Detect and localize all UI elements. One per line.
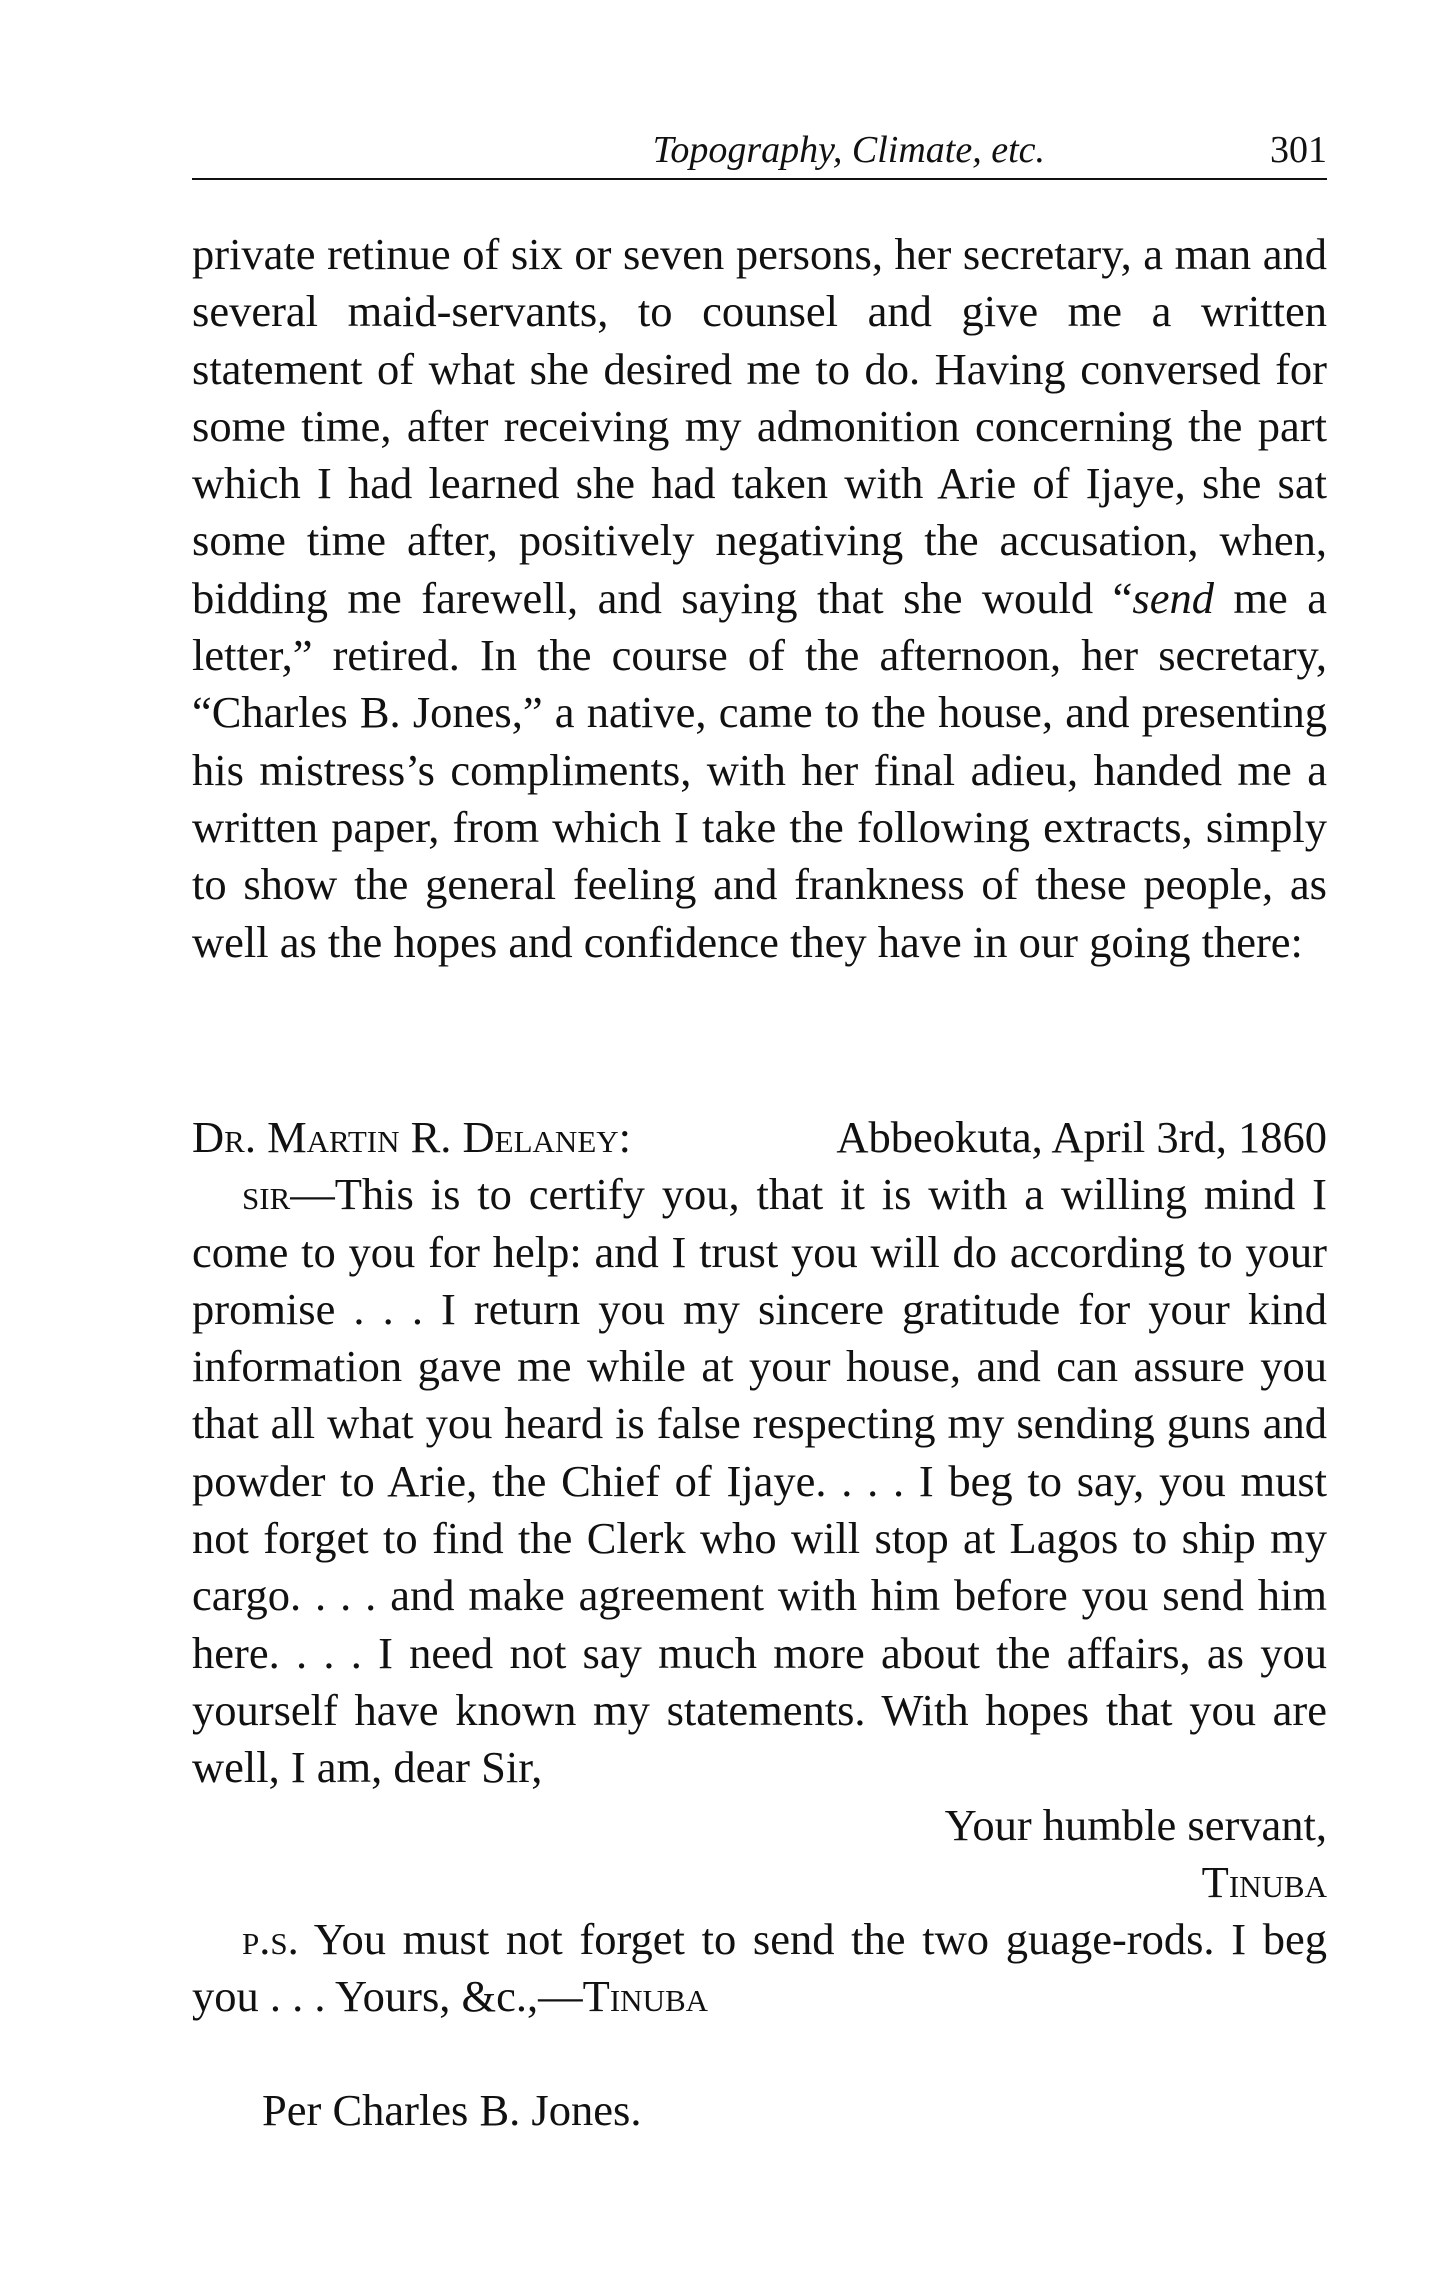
paragraph-text-part-2: me a letter,” retired. In the course of the afternoon, her secretary, “Charles B. Jones,” a native, came to the house, and presenting his mistress’s compliments, with her final adieu, handed me a written paper, from which I take the following extracts, simply to show the general feeling and frankness of these people, as well as the hopes and confidence they have in our going there: bbox=[192, 572, 1327, 967]
per-line: Per Charles B. Jones. bbox=[262, 2085, 642, 2135]
letter-salutation: sir bbox=[242, 1169, 291, 1220]
letter-closing: Your humble servant, bbox=[944, 1799, 1327, 1850]
running-title: Topography, Climate, etc. bbox=[652, 129, 1045, 171]
running-header bbox=[192, 128, 1327, 178]
quoted-letter bbox=[192, 1109, 1327, 2026]
letter-addressee: Dr. Martin R. Delaney: bbox=[192, 1112, 632, 1162]
narrative-paragraph bbox=[192, 226, 1327, 971]
letter-postscript bbox=[192, 1911, 1327, 2026]
postscript-signature: Tinuba bbox=[582, 1971, 709, 2022]
header-rule bbox=[192, 178, 1327, 180]
body-text bbox=[192, 226, 1327, 971]
page-number: 301 bbox=[1270, 129, 1327, 171]
letter-body bbox=[192, 1166, 1327, 1796]
letter-signature: Tinuba bbox=[1201, 1856, 1327, 1907]
paragraph-text-part-1: private retinue of six or seven persons, her secretary, a man and several maid-servants, to counsel and give me a written statement of what she desired me to do. Having conversed for some time, after receiving my admonition concerning the part which I had learned she had taken with Arie of Ijaye, she sat some time after, positively negativing the accusation, when, bidding me farewell, and saying that she would “ bbox=[192, 229, 1327, 623]
postscript-label: p.s. bbox=[242, 1914, 299, 1965]
letter-place-date: Abbeokuta, April 3rd, 1860 bbox=[836, 1112, 1327, 1162]
paragraph-emphasis: send bbox=[1132, 572, 1214, 623]
letter-heading bbox=[192, 1109, 1327, 1166]
postscript-text: You must not forget to send the two guage-rods. I beg you . . . Yours, &c.,— bbox=[192, 1914, 1327, 2022]
letter-body-text: —This is to certify you, that it is with a willing mind I come to you for help: and I trust you will do according to your promise . . . I return you my sincere gratitude for your kind information gave me while at your house, and can assure you that all what you heard is false respecting my sending guns and powder to Arie, the Chief of Ijaye. . . . I beg to say, you must not forget to find the Clerk who will stop at Lagos to ship my cargo. . . . and make agreement with him before you send him here. . . . I need not say much more about the affairs, as you yourself have known my statements. With hopes that you are well, I am, dear Sir, bbox=[192, 1169, 1327, 1793]
